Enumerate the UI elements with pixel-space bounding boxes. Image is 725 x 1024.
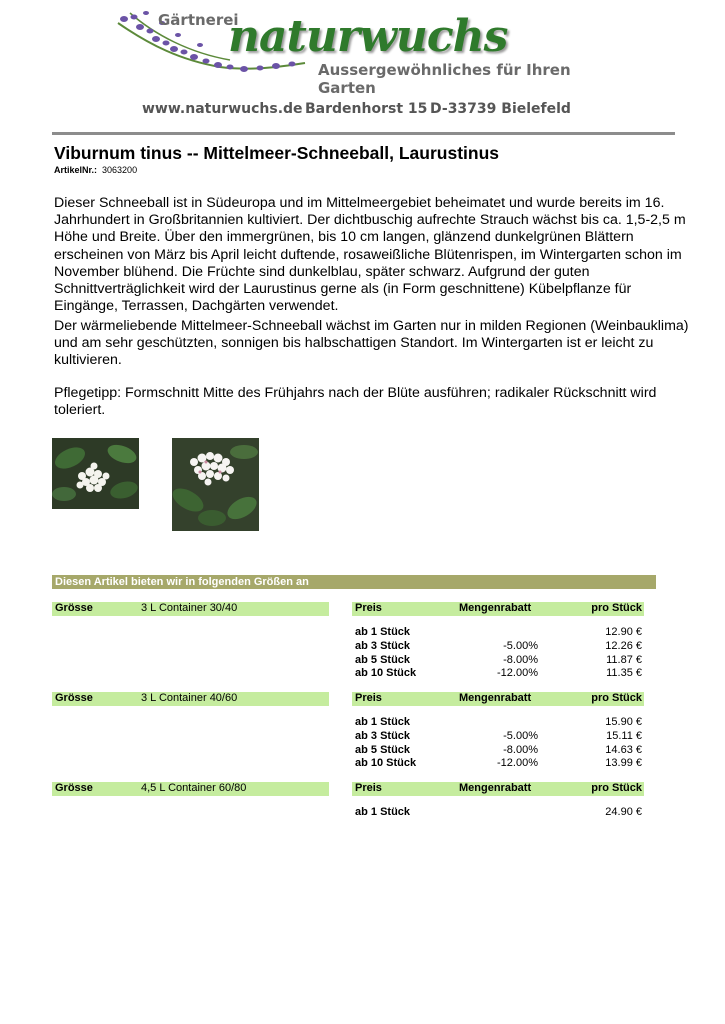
description-paragraph-1: Dieser Schneeball ist in Südeuropa und im Mittelmeergebiet beheimatet und wurde bereits im 16. Jahrhundert in Großbritannien kultiviert. Der dichtbuschig aufrechte Strauch wächst bis ca. 1,5-2,5 m Höhe und Breite. Über den immergrünen, bis 10 cm langen, glänzend dunkelgrünen Blättern erscheinen von März bis April leicht duftende, rosaweißliche Blütenrispen, im Wintergarten schon im November blühend. Die Früchte sind dunkelblau, später schwarz. Aufgrund der guten Schnittverträglichkeit wird der Laurustinus gerne als (in Form geschnittene) Kübelpflanze für Eingänge, Terrassen, Dachgärten verwendet.	[54, 195, 686, 315]
qty-cell: ab 1 Stück	[355, 626, 411, 638]
price-cell: 11.35 €	[606, 667, 642, 679]
price-column-label: Preis	[355, 602, 382, 614]
article-number-label: ArtikelNr.:	[54, 165, 98, 175]
unit-price-column-label: pro Stück	[591, 692, 642, 704]
price-cell: 15.90 €	[605, 716, 642, 728]
unit-price-column-label: pro Stück	[591, 602, 642, 614]
size-group-1	[52, 602, 329, 616]
product-photo-1[interactable]	[52, 438, 139, 509]
logo-main-text: naturwuchs	[228, 11, 508, 62]
qty-cell: ab 3 Stück	[355, 640, 411, 652]
price-table-1	[352, 626, 644, 682]
price-row	[352, 744, 644, 758]
price-cell: 11.87 €	[606, 654, 642, 666]
price-cell: 12.26 €	[605, 640, 642, 652]
qty-cell: ab 3 Stück	[355, 730, 411, 742]
qty-cell: ab 10 Stück	[355, 667, 417, 679]
qty-cell: ab 5 Stück	[355, 744, 411, 756]
price-row	[352, 667, 644, 681]
price-row	[352, 640, 644, 654]
size-row-bar	[52, 782, 329, 796]
price-column-label: Preis	[355, 782, 382, 794]
size-row-bar	[52, 692, 329, 706]
price-row	[352, 716, 644, 730]
price-row	[352, 757, 644, 771]
price-table-2	[352, 716, 644, 772]
header-divider	[52, 132, 675, 135]
unit-price-column-label: pro Stück	[591, 782, 642, 794]
discount-column-label: Mengenrabatt	[459, 602, 532, 614]
price-cell: 14.63 €	[605, 744, 642, 756]
price-cell: 24.90 €	[605, 806, 642, 818]
price-header-bar-2	[352, 692, 644, 706]
discount-column-label: Mengenrabatt	[459, 692, 532, 704]
discount-cell: -8.00%	[503, 744, 538, 756]
logo-slogan: Aussergewöhnliches für Ihren Garten	[318, 61, 571, 97]
discount-column-label: Mengenrabatt	[459, 782, 532, 794]
article-number-value: 3063200	[102, 165, 138, 175]
size-label: Grösse	[55, 602, 93, 614]
qty-cell: ab 1 Stück	[355, 716, 411, 728]
discount-cell: -12.00%	[497, 757, 538, 769]
qty-cell: ab 5 Stück	[355, 654, 411, 666]
website-link[interactable]: www.naturwuchs.de	[142, 101, 303, 117]
price-row	[352, 806, 644, 820]
size-label: Grösse	[55, 692, 93, 704]
discount-cell: -5.00%	[503, 640, 538, 652]
price-table-3	[352, 806, 644, 820]
qty-cell: ab 1 Stück	[355, 806, 411, 818]
logo-top-text: Gärtnerei	[158, 11, 239, 29]
price-cell: 15.11 €	[606, 730, 642, 742]
price-row	[352, 654, 644, 668]
discount-cell: -12.00%	[497, 667, 538, 679]
product-title: Viburnum tinus -- Mittelmeer-Schneeball, Laurustinus	[54, 143, 500, 163]
sizes-section-heading: Diesen Artikel bieten wir in folgenden Größen an	[52, 575, 656, 589]
size-value: 3 L Container 30/40	[141, 602, 238, 614]
article-number	[54, 165, 137, 175]
size-row-bar	[52, 602, 329, 616]
price-cell: 13.99 €	[605, 757, 642, 769]
price-header-bar-3	[352, 782, 644, 796]
size-group-3	[52, 782, 329, 796]
size-group-2	[52, 692, 329, 706]
company-logo	[110, 5, 590, 97]
discount-cell: -8.00%	[503, 654, 538, 666]
qty-cell: ab 10 Stück	[355, 757, 417, 769]
discount-cell: -5.00%	[503, 730, 538, 742]
price-row	[352, 626, 644, 640]
size-label: Grösse	[55, 782, 93, 794]
address-street: Bardenhorst 15	[305, 101, 428, 117]
price-cell: 12.90 €	[605, 626, 642, 638]
size-value: 4,5 L Container 60/80	[141, 782, 247, 794]
care-tip-paragraph: Pflegetipp: Formschnitt Mitte des Frühjahrs nach der Blüte ausführen; radikaler Rückschnitt wird toleriert.	[54, 385, 657, 419]
size-value: 3 L Container 40/60	[141, 692, 238, 704]
price-header-bar-1	[352, 602, 644, 616]
price-column-label: Preis	[355, 692, 382, 704]
description-paragraph-2: Der wärmeliebende Mittelmeer-Schneeball wächst im Garten nur in milden Regionen (Weinbauklima) und am sehr geschützten, sonnigen bis halbschattigen Standort. Im Wintergarten ist er leicht zu kultivieren.	[54, 318, 689, 369]
address-city: D-33739 Bielefeld	[430, 101, 571, 117]
product-photo-2[interactable]	[172, 438, 259, 531]
price-row	[352, 730, 644, 744]
